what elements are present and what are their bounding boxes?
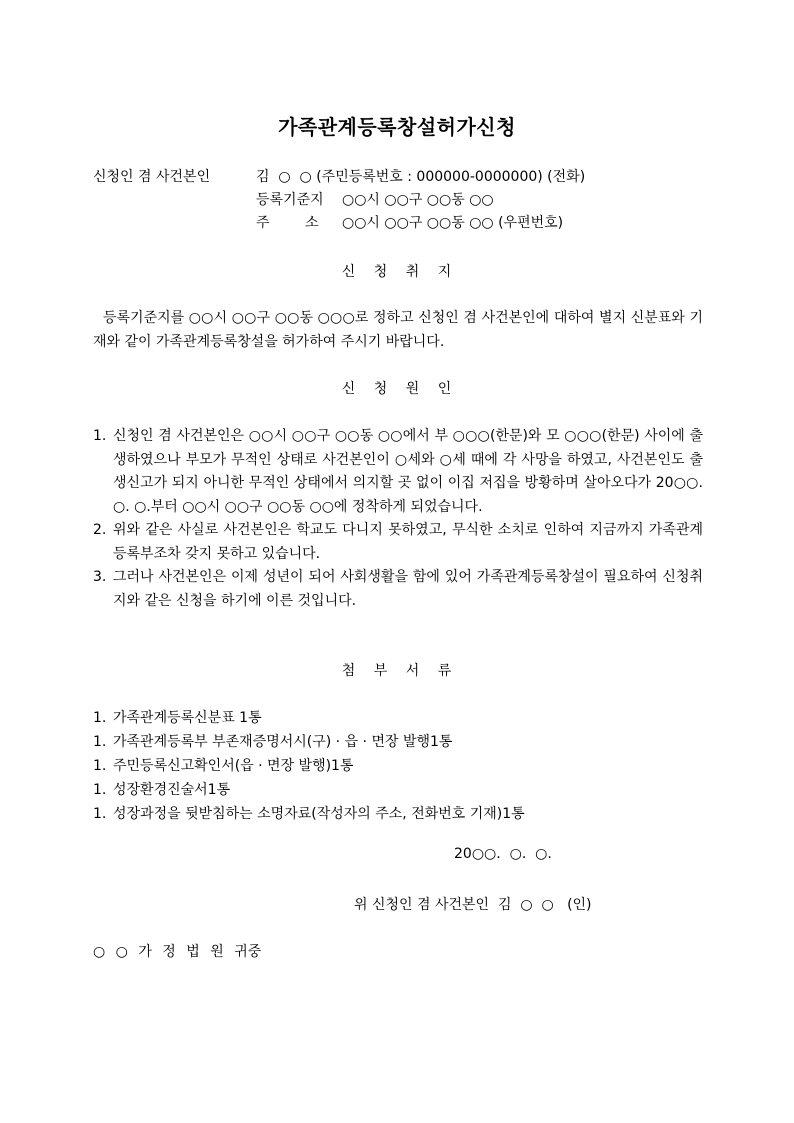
reason-text: 그러나 사건본인은 이제 성년이 되어 사회생활을 함에 있어 가족관계등록창설이 필요하여 신청취지와 같은 신청을 하기에 이른 것입니다. xyxy=(113,569,703,609)
address-row xyxy=(93,212,585,235)
reason-number: 3. xyxy=(93,569,107,585)
attachment-number: 1. xyxy=(93,710,107,726)
signer-line: 위 신청인 겸 사건본인 김 ○ ○ (인) xyxy=(354,897,592,913)
applicant-label: 신청인 겸 사건본인 xyxy=(93,169,211,185)
attachment-item xyxy=(93,706,525,730)
court-addressee: ○ ○ 가 정 법 원 귀중 xyxy=(93,944,262,960)
reason-item xyxy=(93,519,703,566)
reasons-list xyxy=(93,425,703,613)
attachment-text: 주민등록신고확인서(읍 · 면장 발행)1통 xyxy=(113,758,354,774)
attachment-text: 가족관계등록신분표 1통 xyxy=(113,710,262,726)
attachment-text: 성장환경진술서1통 xyxy=(113,782,231,798)
attachment-item xyxy=(93,778,525,802)
reason-item xyxy=(93,566,703,613)
address-value: ○○시 ○○구 ○○동 ○○ (우편번호) xyxy=(342,215,564,231)
attachment-number: 1. xyxy=(93,758,107,774)
attachment-number: 1. xyxy=(93,806,107,822)
reasons-heading: 신 청 원 인 xyxy=(341,381,453,397)
attachment-number: 1. xyxy=(93,734,107,750)
applicant-name-row xyxy=(93,166,585,189)
attachment-text: 성장과정을 뒷받침하는 소명자료(작성자의 주소, 전화번호 기재)1통 xyxy=(113,806,525,822)
applicant-name-line: 김 ○ ○ (주민등록번호 : 000000-0000000) (전화) xyxy=(256,169,586,185)
attachment-item xyxy=(93,802,525,826)
reason-number: 2. xyxy=(93,522,107,538)
attachment-item xyxy=(93,730,525,754)
attachment-item xyxy=(93,754,525,778)
reason-text: 위와 같은 사실로 사건본인은 학교도 다니지 못하였고, 무식한 소치로 인하여 지금까지 가족관계등록부조차 갖지 못하고 있습니다. xyxy=(113,522,703,562)
attachment-text: 가족관계등록부 부존재증명서시(구) · 읍 · 면장 발행1통 xyxy=(113,734,453,750)
reason-item xyxy=(93,425,703,519)
reason-text: 신청인 겸 사건본인은 ○○시 ○○구 ○○동 ○○에서 부 ○○○(한문)와 모 ○○○(한문) 사이에 출생하였으나 부모가 무적인 상태로 사건본인이 ○세와 ○세 때에 각 사망을 하였고, 사건본인도 출생신고가 되지 아니한 무적인 상태에서 의지할 곳 없이 이집 저집을 방황하며 살아오다가 20○○. ○. ○.부터 ○○시 ○○구 ○○동 ○○에 정착하게 되었습니다. xyxy=(113,428,703,515)
purpose-heading: 신 청 취 지 xyxy=(341,264,453,280)
purpose-paragraph xyxy=(93,306,703,354)
attachments-heading: 첨 부 서 류 xyxy=(341,663,453,679)
purpose-text: 등록기준지를 ○○시 ○○구 ○○동 ○○○로 정하고 신청인 겸 사건본인에 대하여 별지 신분표와 기재와 같이 가족관계등록창설을 허가하여 주시기 바랍니다. xyxy=(93,310,703,350)
registry-label: 등록기준지 xyxy=(256,192,324,208)
attachments-list xyxy=(93,706,525,826)
registry-value: ○○시 ○○구 ○○동 ○○ xyxy=(342,192,494,208)
document-title: 가족관계등록창설허가신청 xyxy=(278,115,516,139)
filing-date: 20○○. ○. ○. xyxy=(454,846,552,862)
applicant-block xyxy=(93,166,585,235)
attachment-number: 1. xyxy=(93,782,107,798)
registry-row xyxy=(93,189,585,212)
address-label: 주 소 xyxy=(256,215,319,231)
reason-number: 1. xyxy=(93,428,107,444)
